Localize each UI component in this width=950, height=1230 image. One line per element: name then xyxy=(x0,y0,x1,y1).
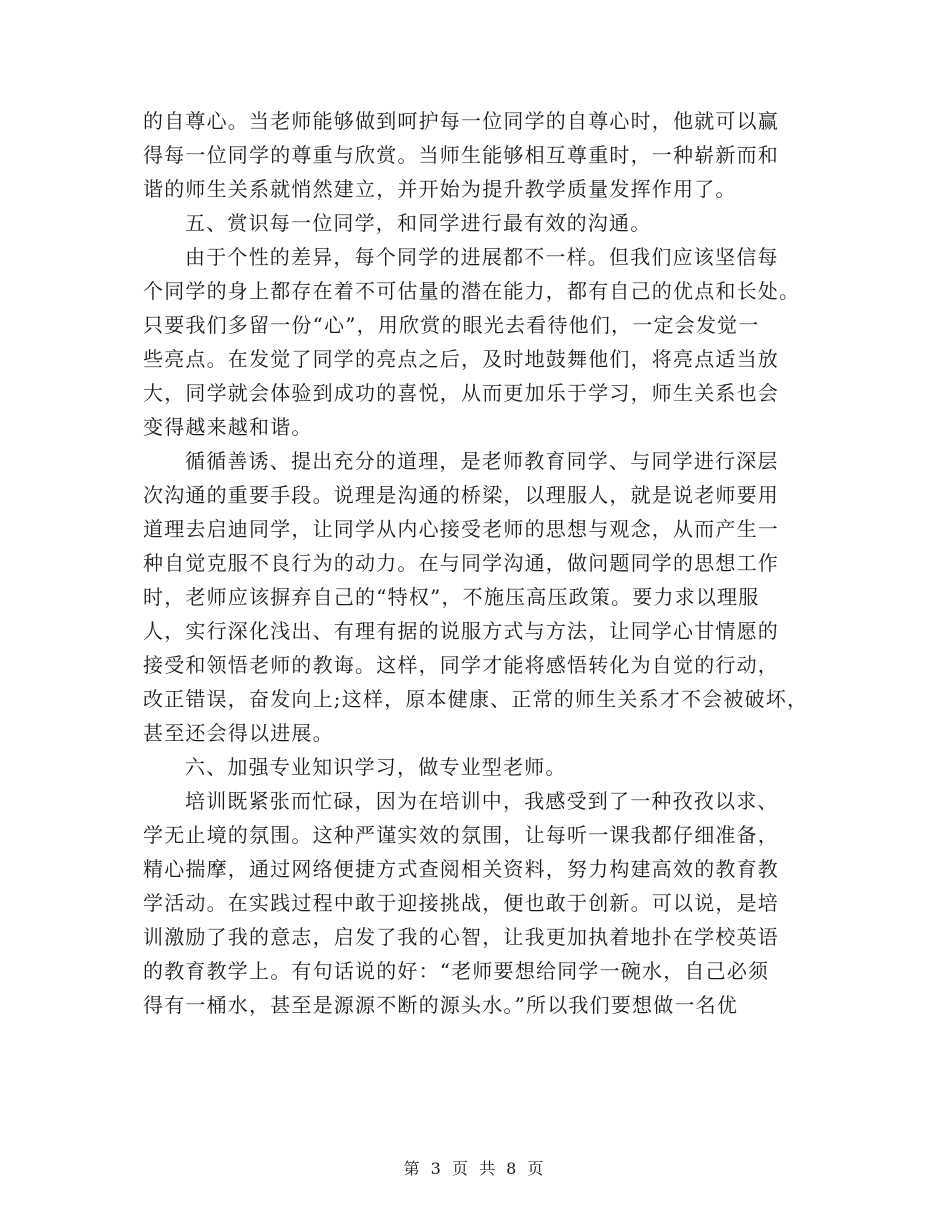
text-line: 由于个性的差异，每个同学的进展都不一样。但我们应该坚信每 xyxy=(185,245,779,269)
text-line: 学活动。在实践过程中敢于迎接挑战，便也敢于创新。可以说，是培 xyxy=(143,891,779,915)
text-line: 些亮点。在发觉了同学的亮点之后，及时地鼓舞他们，将亮点适当放 xyxy=(143,347,779,371)
text-line: 的自尊心。当老师能够做到呵护每一位同学的自尊心时，他就可以赢 xyxy=(143,109,779,133)
document-body xyxy=(143,104,823,1022)
text-line: 培训既紧张而忙碌，因为在培训中，我感受到了一种孜孜以求、 xyxy=(185,789,779,813)
text-line: 学无止境的氛围。这种严谨实效的氛围，让每听一课我都仔细准备， xyxy=(143,823,779,847)
text-line: 种自觉克服不良行为的动力。在与同学沟通，做问题同学的思想工作 xyxy=(143,551,779,575)
text-line: 变得越来越和谐。 xyxy=(143,415,313,439)
text-line: 只要我们多留一份“心”，用欣赏的眼光去看待他们，一定会发觉一 xyxy=(143,313,760,337)
text-line: 谐的师生关系就悄然建立，并开始为提升教学质量发挥作用了。 xyxy=(143,177,737,201)
text-line: 精心揣摩，通过网络便捷方式查阅相关资料，努力构建高效的教育教 xyxy=(143,857,779,881)
text-line: 个同学的身上都存在着不可估量的潜在能力，都有自己的优点和长处。 xyxy=(143,279,801,303)
text-line: 次沟通的重要手段。说理是沟通的桥梁，以理服人，就是说老师要用 xyxy=(143,483,779,507)
text-line: 改正错误，奋发向上;这样，原本健康、正常的师生关系才不会被破坏， xyxy=(143,687,809,711)
text-line: 循循善诱、提出充分的道理，是老师教育同学、与同学进行深层 xyxy=(185,449,779,473)
text-line: 道理去启迪同学，让同学从内心接受老师的思想与观念，从而产生一 xyxy=(143,517,779,541)
text-line: 五、赏识每一位同学，和同学进行最有效的沟通。 xyxy=(185,211,652,235)
text-line: 人，实行深化浅出、有理有据的说服方式与方法，让同学心甘情愿的 xyxy=(143,619,779,643)
text-line: 的教育教学上。有句话说的好：“老师要想给同学一碗水，自己必须 xyxy=(143,959,770,983)
text-line: 得每一位同学的尊重与欣赏。当师生能够相互尊重时，一种崭新而和 xyxy=(143,143,779,167)
text-line: 训激励了我的意志，启发了我的心智，让我更加执着地扑在学校英语 xyxy=(143,925,779,949)
page-number-footer: 第 3 页 共 8 页 xyxy=(403,1159,547,1178)
text-line: 大，同学就会体验到成功的喜悦，从而更加乐于学习，师生关系也会 xyxy=(143,381,779,405)
text-line: 接受和领悟老师的教诲。这样，同学才能将感悟转化为自觉的行动， xyxy=(143,653,779,677)
text-line: 时，老师应该摒弃自己的“特权”，不施压高压政策。要力求以理服 xyxy=(143,585,760,609)
text-line: 六、加强专业知识学习，做专业型老师。 xyxy=(185,755,567,779)
text-line: 得有一桶水，甚至是源源不断的源头水。”所以我们要想做一名优 xyxy=(143,993,739,1017)
text-line: 甚至还会得以进展。 xyxy=(143,721,334,745)
